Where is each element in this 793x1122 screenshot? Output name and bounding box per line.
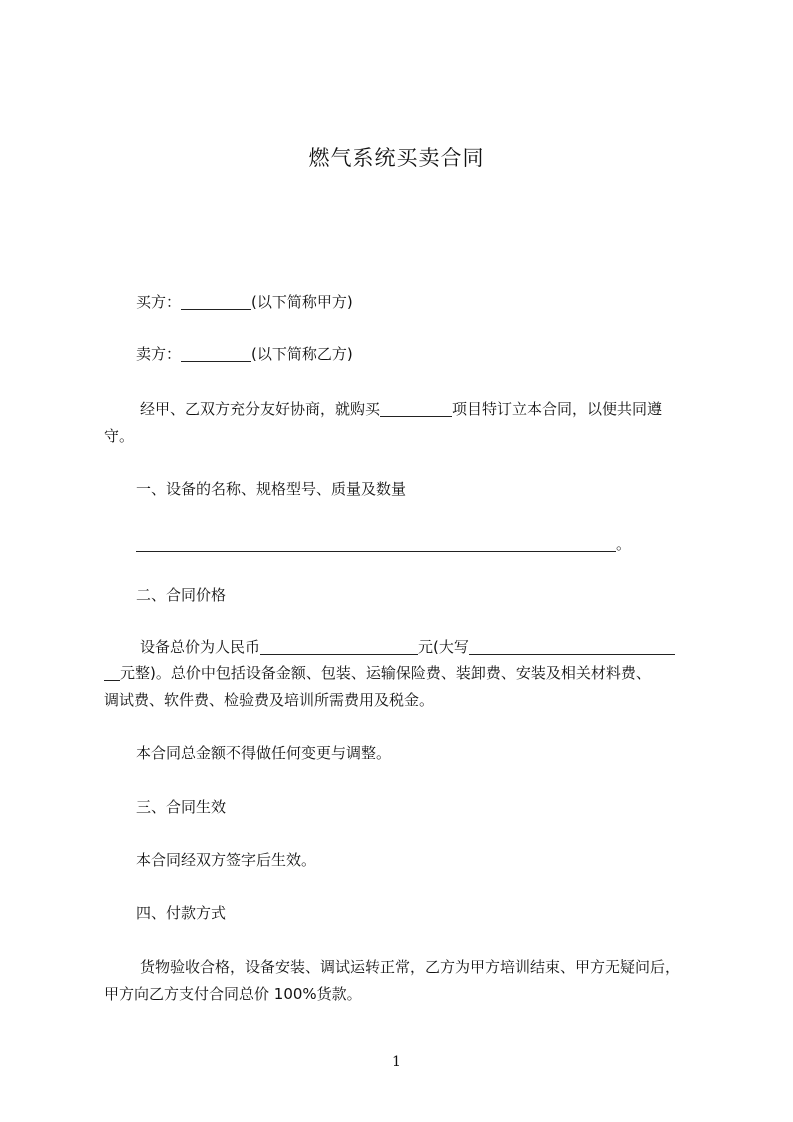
intro-text-2: 项目特订立本合同，以便共同遵 [452, 400, 663, 418]
effect-text: 本合同经双方签字后生效。 [136, 851, 317, 869]
section1-content-line [136, 531, 736, 557]
section3-heading: 三、合同生效 [136, 798, 227, 816]
buyer-line [136, 289, 736, 315]
payment-line-1: 货物验收合格，设备安装、调试运转正常，乙方为甲方培训结束、甲方无疑问后， [140, 958, 681, 976]
seller-blank [181, 345, 251, 362]
buyer-label: 买方： [136, 293, 182, 311]
buyer-blank [181, 293, 251, 310]
project-blank [380, 400, 452, 417]
price-text-2: 元(大写 [418, 638, 469, 656]
price-fixed-text: 本合同总金额不得做任何变更与调整。 [136, 744, 392, 762]
document-title: 燃气系统买卖合同 [308, 146, 485, 170]
intro-text-1: 经甲、乙双方充分友好协商，就购买 [140, 400, 381, 418]
price-text-1: 设备总价为人民币 [140, 638, 261, 656]
price-text-3: 元整)。总价中包括设备金额、包装、运输保险费、装卸费、安装及相关材料费、 [120, 664, 651, 682]
intro-line-1 [140, 396, 740, 422]
page-number: 1 [392, 1054, 401, 1070]
seller-suffix: (以下简称乙方) [251, 345, 353, 363]
price-words-blank-cont [104, 664, 120, 681]
intro-text-3: 守。 [104, 427, 135, 445]
seller-label: 卖方： [136, 345, 182, 363]
buyer-suffix: (以下简称甲方) [251, 293, 353, 311]
section1-end: 。 [616, 535, 632, 553]
price-line-3 [104, 687, 704, 713]
section1-heading: 一、设备的名称、规格型号、质量及数量 [136, 480, 407, 498]
payment-line-2: 甲方向乙方支付合同总价 100%货款。 [104, 985, 362, 1003]
equipment-blank [136, 535, 616, 552]
section4-heading: 四、付款方式 [136, 904, 227, 922]
price-words-blank [469, 638, 675, 655]
price-text-4: 调试费、软件费、检验费及培训所需费用及税金。 [104, 691, 435, 709]
price-line-2 [104, 660, 704, 686]
seller-line [136, 341, 736, 367]
price-amount-blank [260, 638, 418, 655]
intro-line-2 [104, 423, 704, 449]
section2-heading: 二、合同价格 [136, 586, 227, 604]
price-line-1 [140, 634, 740, 660]
